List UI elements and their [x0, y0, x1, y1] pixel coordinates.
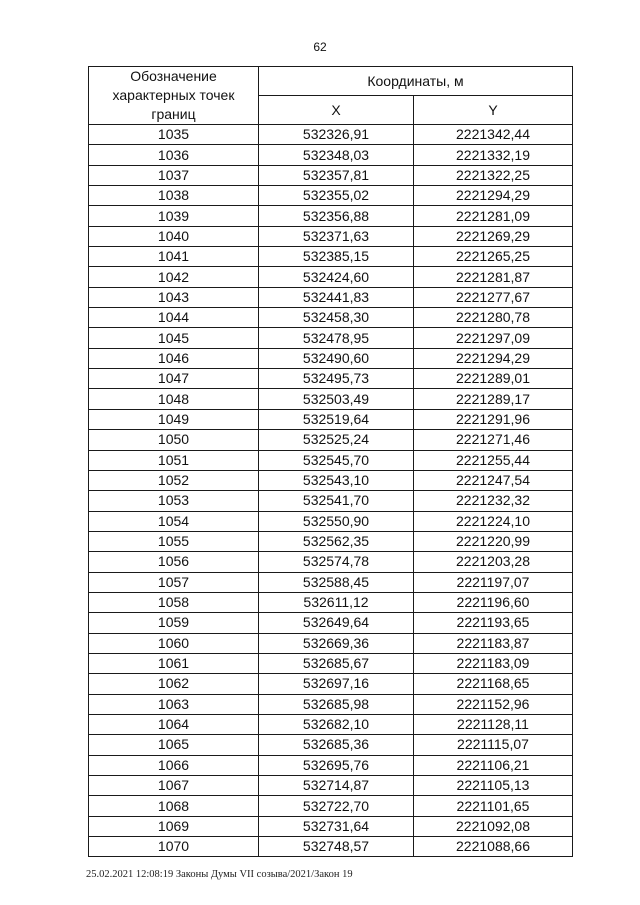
y-cell: 2221115,07: [414, 735, 573, 755]
x-cell: 532525,24: [259, 430, 414, 450]
x-cell: 532695,76: [259, 755, 414, 775]
table-row: [89, 125, 573, 145]
table-row: [89, 145, 573, 165]
y-cell: 2221088,66: [414, 837, 573, 857]
table-row: [89, 511, 573, 531]
x-cell: 532669,36: [259, 633, 414, 653]
point-id-cell: 1039: [89, 206, 259, 226]
table-row: [89, 165, 573, 185]
table-row: [89, 267, 573, 287]
x-cell: 532348,03: [259, 145, 414, 165]
y-cell: 2221297,09: [414, 328, 573, 348]
table-row: [89, 328, 573, 348]
x-cell: 532495,73: [259, 369, 414, 389]
point-id-cell: 1067: [89, 776, 259, 796]
point-id-cell: 1048: [89, 389, 259, 409]
point-id-cell: 1046: [89, 348, 259, 368]
point-id-cell: 1061: [89, 653, 259, 673]
table-row: [89, 714, 573, 734]
y-cell: 2221294,29: [414, 186, 573, 206]
table-row: [89, 613, 573, 633]
y-cell: 2221294,29: [414, 348, 573, 368]
table-row: [89, 430, 573, 450]
point-id-cell: 1066: [89, 755, 259, 775]
table-body: [89, 125, 573, 857]
table-row: [89, 389, 573, 409]
y-cell: 2221265,25: [414, 247, 573, 267]
x-cell: 532649,64: [259, 613, 414, 633]
y-cell: 2221281,87: [414, 267, 573, 287]
y-cell: 2221168,65: [414, 674, 573, 694]
x-cell: 532371,63: [259, 226, 414, 246]
table-row: [89, 552, 573, 572]
y-cell: 2221105,13: [414, 776, 573, 796]
point-id-cell: 1063: [89, 694, 259, 714]
y-cell: 2221332,19: [414, 145, 573, 165]
x-cell: 532424,60: [259, 267, 414, 287]
coordinates-table: [88, 66, 573, 857]
x-cell: 532574,78: [259, 552, 414, 572]
x-cell: 532458,30: [259, 308, 414, 328]
point-id-cell: 1064: [89, 714, 259, 734]
y-cell: 2221269,29: [414, 226, 573, 246]
x-cell: 532685,36: [259, 735, 414, 755]
y-cell: 2221289,17: [414, 389, 573, 409]
y-cell: 2221183,87: [414, 633, 573, 653]
coordinates-header: Координаты, м: [259, 67, 573, 96]
table-row: [89, 837, 573, 857]
table-row: [89, 226, 573, 246]
x-cell: 532682,10: [259, 714, 414, 734]
point-id-cell: 1059: [89, 613, 259, 633]
point-label-header: Обозначение характерных точек границ: [89, 67, 259, 125]
y-cell: 2221247,54: [414, 470, 573, 490]
footer-stamp: 25.02.2021 12:08:19 Законы Думы VII созыва/2021/Закон 19: [86, 869, 353, 880]
x-cell: 532562,35: [259, 531, 414, 551]
x-cell: 532490,60: [259, 348, 414, 368]
point-id-cell: 1058: [89, 592, 259, 612]
x-cell: 532326,91: [259, 125, 414, 145]
point-id-cell: 1055: [89, 531, 259, 551]
point-id-cell: 1054: [89, 511, 259, 531]
x-cell: 532685,67: [259, 653, 414, 673]
x-cell: 532441,83: [259, 287, 414, 307]
x-cell: 532722,70: [259, 796, 414, 816]
y-cell: 2221277,67: [414, 287, 573, 307]
table-row: [89, 409, 573, 429]
y-header: Y: [414, 96, 573, 125]
point-id-cell: 1036: [89, 145, 259, 165]
y-cell: 2221152,96: [414, 694, 573, 714]
x-cell: 532714,87: [259, 776, 414, 796]
table-row: [89, 470, 573, 490]
x-cell: 532611,12: [259, 592, 414, 612]
y-cell: 2221197,07: [414, 572, 573, 592]
table-row: [89, 308, 573, 328]
point-id-cell: 1069: [89, 816, 259, 836]
x-cell: 532355,02: [259, 186, 414, 206]
table-row: [89, 348, 573, 368]
y-cell: 2221232,32: [414, 491, 573, 511]
point-id-cell: 1065: [89, 735, 259, 755]
x-cell: 532519,64: [259, 409, 414, 429]
x-cell: 532748,57: [259, 837, 414, 857]
x-cell: 532545,70: [259, 450, 414, 470]
point-id-cell: 1053: [89, 491, 259, 511]
table-row: [89, 755, 573, 775]
point-id-cell: 1045: [89, 328, 259, 348]
x-cell: 532550,90: [259, 511, 414, 531]
point-id-cell: 1062: [89, 674, 259, 694]
table-row: [89, 369, 573, 389]
table-row: [89, 491, 573, 511]
table-row: [89, 592, 573, 612]
point-id-cell: 1041: [89, 247, 259, 267]
y-cell: 2221196,60: [414, 592, 573, 612]
x-cell: 532385,15: [259, 247, 414, 267]
y-cell: 2221128,11: [414, 714, 573, 734]
point-id-cell: 1060: [89, 633, 259, 653]
point-id-cell: 1050: [89, 430, 259, 450]
x-cell: 532697,16: [259, 674, 414, 694]
table-row: [89, 674, 573, 694]
y-cell: 2221224,10: [414, 511, 573, 531]
point-id-cell: 1049: [89, 409, 259, 429]
point-id-cell: 1057: [89, 572, 259, 592]
y-cell: 2221280,78: [414, 308, 573, 328]
table-row: [89, 287, 573, 307]
x-cell: 532357,81: [259, 165, 414, 185]
point-id-cell: 1052: [89, 470, 259, 490]
table-row: [89, 450, 573, 470]
table-row: [89, 247, 573, 267]
y-cell: 2221255,44: [414, 450, 573, 470]
y-cell: 2221101,65: [414, 796, 573, 816]
point-id-cell: 1068: [89, 796, 259, 816]
point-id-cell: 1051: [89, 450, 259, 470]
y-cell: 2221193,65: [414, 613, 573, 633]
y-cell: 2221183,09: [414, 653, 573, 673]
point-id-cell: 1038: [89, 186, 259, 206]
y-cell: 2221322,25: [414, 165, 573, 185]
y-cell: 2221203,28: [414, 552, 573, 572]
point-id-cell: 1056: [89, 552, 259, 572]
point-id-cell: 1035: [89, 125, 259, 145]
table-row: [89, 206, 573, 226]
y-cell: 2221271,46: [414, 430, 573, 450]
x-cell: 532356,88: [259, 206, 414, 226]
table-row: [89, 186, 573, 206]
x-cell: 532731,64: [259, 816, 414, 836]
table-row: [89, 633, 573, 653]
table-row: [89, 653, 573, 673]
point-id-cell: 1040: [89, 226, 259, 246]
table-row: [89, 694, 573, 714]
x-cell: 532543,10: [259, 470, 414, 490]
x-header: X: [259, 96, 414, 125]
y-cell: 2221289,01: [414, 369, 573, 389]
table-row: [89, 816, 573, 836]
x-cell: 532503,49: [259, 389, 414, 409]
table-header: [89, 67, 573, 125]
table-row: [89, 796, 573, 816]
point-id-cell: 1043: [89, 287, 259, 307]
table-row: [89, 735, 573, 755]
y-cell: 2221106,21: [414, 755, 573, 775]
x-cell: 532588,45: [259, 572, 414, 592]
point-id-cell: 1070: [89, 837, 259, 857]
x-cell: 532685,98: [259, 694, 414, 714]
x-cell: 532541,70: [259, 491, 414, 511]
y-cell: 2221220,99: [414, 531, 573, 551]
table-row: [89, 776, 573, 796]
y-cell: 2221092,08: [414, 816, 573, 836]
table-row: [89, 572, 573, 592]
y-cell: 2221342,44: [414, 125, 573, 145]
point-id-cell: 1042: [89, 267, 259, 287]
y-cell: 2221291,96: [414, 409, 573, 429]
x-cell: 532478,95: [259, 328, 414, 348]
point-id-cell: 1044: [89, 308, 259, 328]
point-id-cell: 1037: [89, 165, 259, 185]
y-cell: 2221281,09: [414, 206, 573, 226]
page-number: 62: [313, 40, 327, 54]
point-id-cell: 1047: [89, 369, 259, 389]
table-row: [89, 531, 573, 551]
